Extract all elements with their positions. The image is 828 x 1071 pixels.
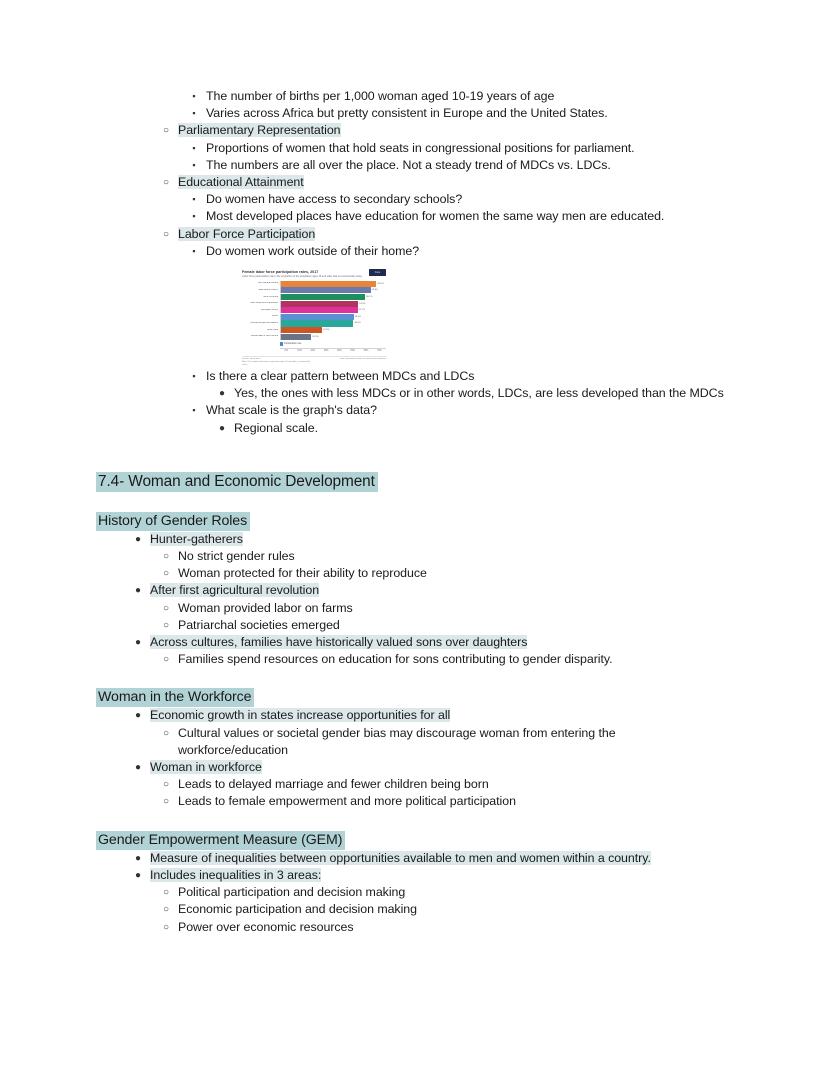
chart-category-label: World <box>271 315 278 318</box>
chart-bar <box>281 334 312 340</box>
list-item-text: Families spend resources on education for sons contributing to gender disparity. <box>178 652 613 667</box>
disc-bullet-icon: ● <box>135 637 141 649</box>
axis-tick-label: 10% <box>297 350 302 353</box>
chart-bar-row <box>242 307 386 313</box>
chart-bar <box>281 320 354 326</box>
list-item <box>124 850 736 867</box>
chart-legend <box>280 342 386 345</box>
disc-bullet-icon: ● <box>135 710 141 722</box>
square-bullet-icon: ▪ <box>192 108 196 119</box>
circle-bullet-icon: ○ <box>163 727 169 739</box>
outline-history-of-gender-roles <box>96 531 736 669</box>
spacer <box>96 437 736 471</box>
list-item-text: After first agricultural revolution <box>150 583 320 598</box>
list-item-text: Patriarchal societies emerged <box>178 617 340 632</box>
section-heading-woman-in-the-workforce <box>96 687 736 707</box>
list-item <box>180 208 736 225</box>
axis-tick-label: 60% <box>363 350 369 353</box>
axis-tick-label: 30% <box>323 350 329 353</box>
axis-tick-label: 0% <box>284 350 288 353</box>
chart-bar <box>281 314 354 320</box>
disc-bullet-icon: ● <box>219 422 225 434</box>
chart-bar-track <box>280 287 386 293</box>
list-item-text: Woman provided labor on farms <box>178 600 353 615</box>
list-item <box>152 226 736 243</box>
list-item-text: The number of births per 1,000 woman aged 10-19 years of age <box>206 89 555 103</box>
chart-bar-value: 63.6% <box>377 282 384 285</box>
list-item-text: Do women have access to secondary schools? <box>206 192 463 207</box>
square-bullet-icon: ▪ <box>192 371 196 382</box>
list-item-text: Leads to female empowerment and more political participation <box>178 794 516 809</box>
chart-bar-track <box>280 334 386 340</box>
list-item <box>180 191 736 208</box>
list-item <box>180 88 736 105</box>
chart-footer <box>242 356 386 367</box>
axis-tick-label: 20% <box>310 350 316 353</box>
chart-bar-value: 20.3% <box>312 335 319 338</box>
list-item-text: Power over economic resources <box>178 919 354 934</box>
list-item-text: Measure of inequalities between opportunities available to men and women within a country. <box>150 850 651 865</box>
list-item <box>124 531 736 548</box>
chart-bar-value: 48.3% <box>354 322 361 325</box>
chart-category-label: Sub-Saharan Africa <box>257 282 278 285</box>
section-heading-history-of-gender-roles <box>96 511 736 531</box>
disc-bullet-icon: ● <box>219 388 225 400</box>
list-item <box>152 122 736 139</box>
chart-category-label: European Union <box>261 308 278 311</box>
disc-bullet-icon: ● <box>135 585 141 597</box>
list-item <box>180 402 736 419</box>
chart-bar-track <box>280 327 386 333</box>
list-item-text: Regional scale. <box>234 420 318 435</box>
chart-bar-track <box>280 294 386 300</box>
chart-subtitle: Labor force participation rate is the proportion of the population ages 15 and older that is economically active <box>242 274 363 278</box>
list-item <box>152 600 736 617</box>
circle-bullet-icon: ○ <box>163 177 169 189</box>
chart-bar-track <box>280 301 386 307</box>
chart-bar-value: 59.8% <box>371 289 378 292</box>
list-item-text: Yes, the ones with less MDCs or in other words, LDCs, are less developed than the MDCs <box>234 386 724 401</box>
chart-bar <box>281 287 371 293</box>
circle-bullet-icon: ○ <box>163 796 169 808</box>
legend-label: Participation rate <box>284 342 302 345</box>
chart-figure <box>238 266 736 366</box>
list-item <box>124 867 736 884</box>
chart-bar-row <box>242 287 386 293</box>
circle-bullet-icon: ○ <box>163 619 169 631</box>
list-item-text: Varies across Africa but pretty consistent in Europe and the United States. <box>206 106 608 121</box>
list-item <box>180 368 736 385</box>
list-item-text: No strict gender rules <box>178 549 295 564</box>
circle-bullet-icon: ○ <box>163 228 169 240</box>
list-item <box>180 243 736 260</box>
square-bullet-icon: ▪ <box>192 142 196 153</box>
chart-bar-value: 51.5% <box>359 302 366 305</box>
list-item-text: Economic growth in states increase opportunities for all <box>150 708 451 723</box>
list-item-text: Leads to delayed marriage and fewer children being born <box>178 777 489 792</box>
chart-bar-row <box>242 301 386 307</box>
chart-bar-row <box>242 320 386 326</box>
list-item-text: Labor Force Participation <box>178 226 316 241</box>
outline-woman-in-the-workforce <box>96 707 736 810</box>
section-heading-text: Woman in the Workforce <box>96 688 254 707</box>
spacer <box>96 811 736 830</box>
list-item-text: Political participation and decision making <box>178 885 406 900</box>
section-heading-text: Gender Empowerment Measure (GEM) <box>96 831 345 850</box>
list-item-text: Do women work outside of their home? <box>206 243 420 258</box>
list-item <box>152 174 736 191</box>
chart-category-label: East Asia & Pacific <box>258 288 278 291</box>
chart-bar-row <box>242 327 386 333</box>
chart-bar-row <box>242 314 386 320</box>
list-item <box>152 901 736 918</box>
square-bullet-icon: ▪ <box>192 405 196 416</box>
chart-category-label: Middle East & North Africa <box>250 335 278 338</box>
circle-bullet-icon: ○ <box>163 602 169 614</box>
chart-bar-value: 56.1% <box>366 295 373 298</box>
chart-category-label: Latin America & Caribbean <box>250 302 278 305</box>
chart-source-line2: Note: ILO modeled estimates, population ages 15 and older, economically active <box>242 360 310 366</box>
chart-bar <box>281 307 358 313</box>
list-item <box>180 157 736 174</box>
list-item <box>180 105 736 122</box>
outline-gender-empowerment-measure <box>96 850 736 936</box>
chart-x-axis <box>280 348 386 352</box>
circle-bullet-icon: ○ <box>163 887 169 899</box>
document-content <box>96 88 736 936</box>
disc-bullet-icon: ● <box>135 762 141 774</box>
list-item <box>152 884 736 901</box>
chart-bar-track <box>280 281 386 287</box>
square-bullet-icon: ▪ <box>192 211 196 222</box>
axis-tick-label: 40% <box>337 350 342 353</box>
chart-bar-track <box>280 307 386 313</box>
chart-bar-value: 27.6% <box>323 329 330 332</box>
chart-category-label: North America <box>263 295 278 298</box>
spacer <box>96 668 736 687</box>
square-bullet-icon: ▪ <box>192 159 196 170</box>
list-item-text: Proportions of women that hold seats in congressional positions for parliament. <box>206 140 635 155</box>
axis-tick-label: 50% <box>350 350 356 353</box>
chart-bar-row <box>242 334 386 340</box>
spacer <box>96 492 736 511</box>
list-item-text: Most developed places have education for women the same way men are educated. <box>206 209 665 224</box>
circle-bullet-icon: ○ <box>163 551 169 563</box>
list-item <box>208 385 736 402</box>
chart-source-line1: Source: World Bank <box>242 357 261 360</box>
circle-bullet-icon: ○ <box>163 921 169 933</box>
outline-top <box>96 88 736 260</box>
circle-bullet-icon: ○ <box>163 654 169 666</box>
chart-logo: Data <box>369 269 386 276</box>
list-item-text: Educational Attainment <box>178 175 304 190</box>
page-title <box>96 471 736 492</box>
axis-tick-label: 70% <box>377 350 382 353</box>
disc-bullet-icon: ● <box>135 533 141 545</box>
circle-bullet-icon: ○ <box>163 779 169 791</box>
list-item <box>152 565 736 582</box>
circle-bullet-icon: ○ <box>163 125 169 137</box>
chart-bar <box>281 301 359 307</box>
chart-bar <box>281 294 365 300</box>
outline-after-figure <box>96 368 736 437</box>
legend-swatch-icon <box>280 342 283 345</box>
list-item <box>152 919 736 936</box>
chart-category-label: South Asia <box>266 328 278 331</box>
list-item-text: Woman in workforce <box>150 760 262 775</box>
disc-bullet-icon: ● <box>135 852 141 864</box>
list-item <box>152 548 736 565</box>
list-item-text: Is there a clear pattern between MDCs and LDCs <box>206 369 475 384</box>
chart-category-label: Central Europe and Baltics <box>250 322 278 325</box>
list-item <box>124 707 736 724</box>
chart-plot-area <box>242 281 386 341</box>
list-item-text: What scale is the graph's data? <box>206 403 377 418</box>
chart-bar-row <box>242 294 386 300</box>
chart-bar-value: 48.5% <box>354 315 362 318</box>
list-item-text: The numbers are all over the place. Not a steady trend of MDCs vs. LDCs. <box>206 157 611 172</box>
list-item <box>208 420 736 437</box>
square-bullet-icon: ▪ <box>192 194 196 205</box>
list-item <box>124 759 736 776</box>
list-item-text: Woman protected for their ability to reproduce <box>178 566 427 581</box>
chart-bar-track <box>280 314 386 320</box>
section-heading-gender-empowerment-measure <box>96 830 736 850</box>
chart-bar-row <box>242 281 386 287</box>
list-item <box>152 651 736 668</box>
list-item-text: Cultural values or societal gender bias may discourage woman from entering the workforce/education <box>178 725 616 757</box>
list-item <box>152 617 736 634</box>
list-item <box>124 582 736 599</box>
square-bullet-icon: ▪ <box>192 245 196 256</box>
chart-bar <box>281 327 323 333</box>
chart-bar-value: 51.1% <box>358 309 365 312</box>
square-bullet-icon: ▪ <box>192 91 196 101</box>
list-item <box>152 776 736 793</box>
chart-title: Female labor force participation rates, 2017 <box>242 270 319 275</box>
chart-bar-track <box>280 320 386 326</box>
list-item <box>180 140 736 157</box>
chart-bar <box>281 281 377 287</box>
circle-bullet-icon: ○ <box>163 568 169 580</box>
list-item-text: Economic participation and decision making <box>178 902 417 917</box>
disc-bullet-icon: ● <box>135 869 141 881</box>
chart-credit-note: Data visualization based on World Bank indicators <box>339 357 386 360</box>
female-labor-force-bar-chart <box>238 266 390 366</box>
list-item <box>124 634 736 651</box>
list-item-text: Parliamentary Representation <box>178 123 341 138</box>
chart-source-note <box>242 358 311 366</box>
list-item-text: Across cultures, families have historically valued sons over daughters <box>150 635 528 650</box>
list-item <box>152 793 736 810</box>
circle-bullet-icon: ○ <box>163 904 169 916</box>
page-title-text: 7.4- Woman and Economic Development <box>96 472 378 492</box>
list-item-text: Includes inequalities in 3 areas: <box>150 867 322 882</box>
list-item <box>152 725 698 759</box>
section-heading-text: History of Gender Roles <box>96 512 250 531</box>
list-item-text: Hunter-gatherers <box>150 531 243 546</box>
